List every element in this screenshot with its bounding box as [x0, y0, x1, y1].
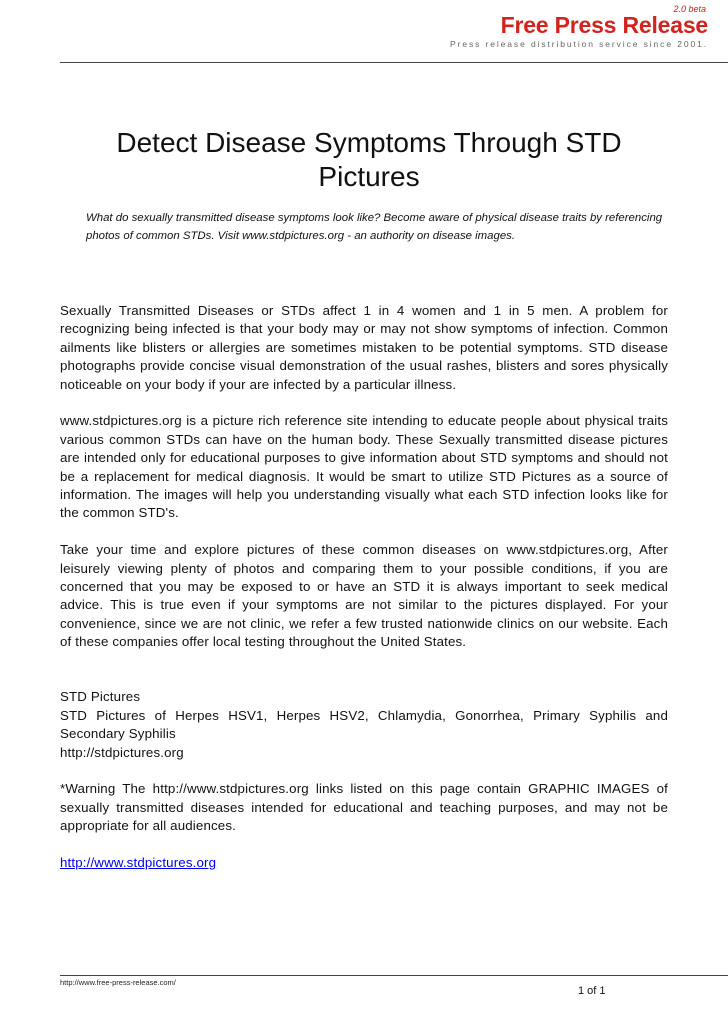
article-summary: What do sexually transmitted disease symptoms look like? Become aware of physical disease traits by referencing photos of common STDs. Visit www.stdpictures.org - an authority on disease images. — [86, 212, 663, 242]
page-number: 1 of 1 — [578, 985, 606, 997]
body-paragraph: www.stdpictures.org is a picture rich reference site intending to educate people about physical traits various common STDs can have on the human body. These Sexually transmitted disease pictures are intended only for educational purposes to give information about STD symptoms and should not be a replacement for medical diagnosis. It would be smart to utilize STD Pictures as a source of information. The images will help you understanding visually what each STD infection looks like for the common STD's. — [60, 413, 668, 521]
warning-paragraph: *Warning The http://www.stdpictures.org links listed on this page contain GRAPHIC IMAGES of sexually transmitted diseases intended for educational and teaching purposes, and may not be appropriate for all audiences. — [60, 781, 668, 834]
body-paragraph: Take your time and explore pictures of these common diseases on www.stdpictures.org, After leisurely viewing plenty of photos and comparing them to your possible conditions, if you are concerned that you may be exposed to or have an STD it is always important to seek medical advice. This is true even if your symptoms are not similar to the pictures displayed. For your convenience, since we are not clinic, we refer a few trusted nationwide clinics on our website. Each of these companies offer local testing throughout the United States. — [60, 542, 668, 650]
article-body — [60, 302, 668, 891]
contact-url: http://stdpictures.org — [60, 744, 184, 760]
free-press-release-logo — [408, 6, 708, 49]
footer-url: http://www.free-press-release.com/ — [60, 978, 176, 987]
logo-tagline: Press release distribution service since 2001. — [450, 39, 708, 49]
link-paragraph — [60, 854, 668, 872]
contact-company: STD Pictures — [60, 689, 141, 705]
article-title: Detect Disease Symptoms Through STD Pictures — [116, 127, 622, 192]
contact-description: STD Pictures of Herpes HSV1, Herpes HSV2, Chlamydia, Gonorrhea, Primary Syphilis and Secondary Syphilis — [60, 707, 668, 742]
logo-beta-label: 2.0 beta — [673, 4, 706, 14]
header-divider — [60, 62, 728, 63]
stdpictures-link[interactable]: http://www.stdpictures.org — [60, 855, 217, 871]
footer-divider — [60, 975, 728, 976]
spacer — [60, 670, 668, 688]
logo-title: Free Press Release — [500, 12, 708, 38]
body-paragraph: Sexually Transmitted Diseases or STDs affect 1 in 4 women and 1 in 5 men. A problem for recognizing being infected is that your body may or may not show symptoms of infection. Common ailments like blisters or allergies are sometimes mistaken to be potential symptoms. STD disease photographs provide concise visual demonstration of the usual rashes, blisters and sores physically noticeable on your body if your are infected by a particular illness. — [60, 303, 668, 392]
contact-block — [60, 688, 668, 762]
